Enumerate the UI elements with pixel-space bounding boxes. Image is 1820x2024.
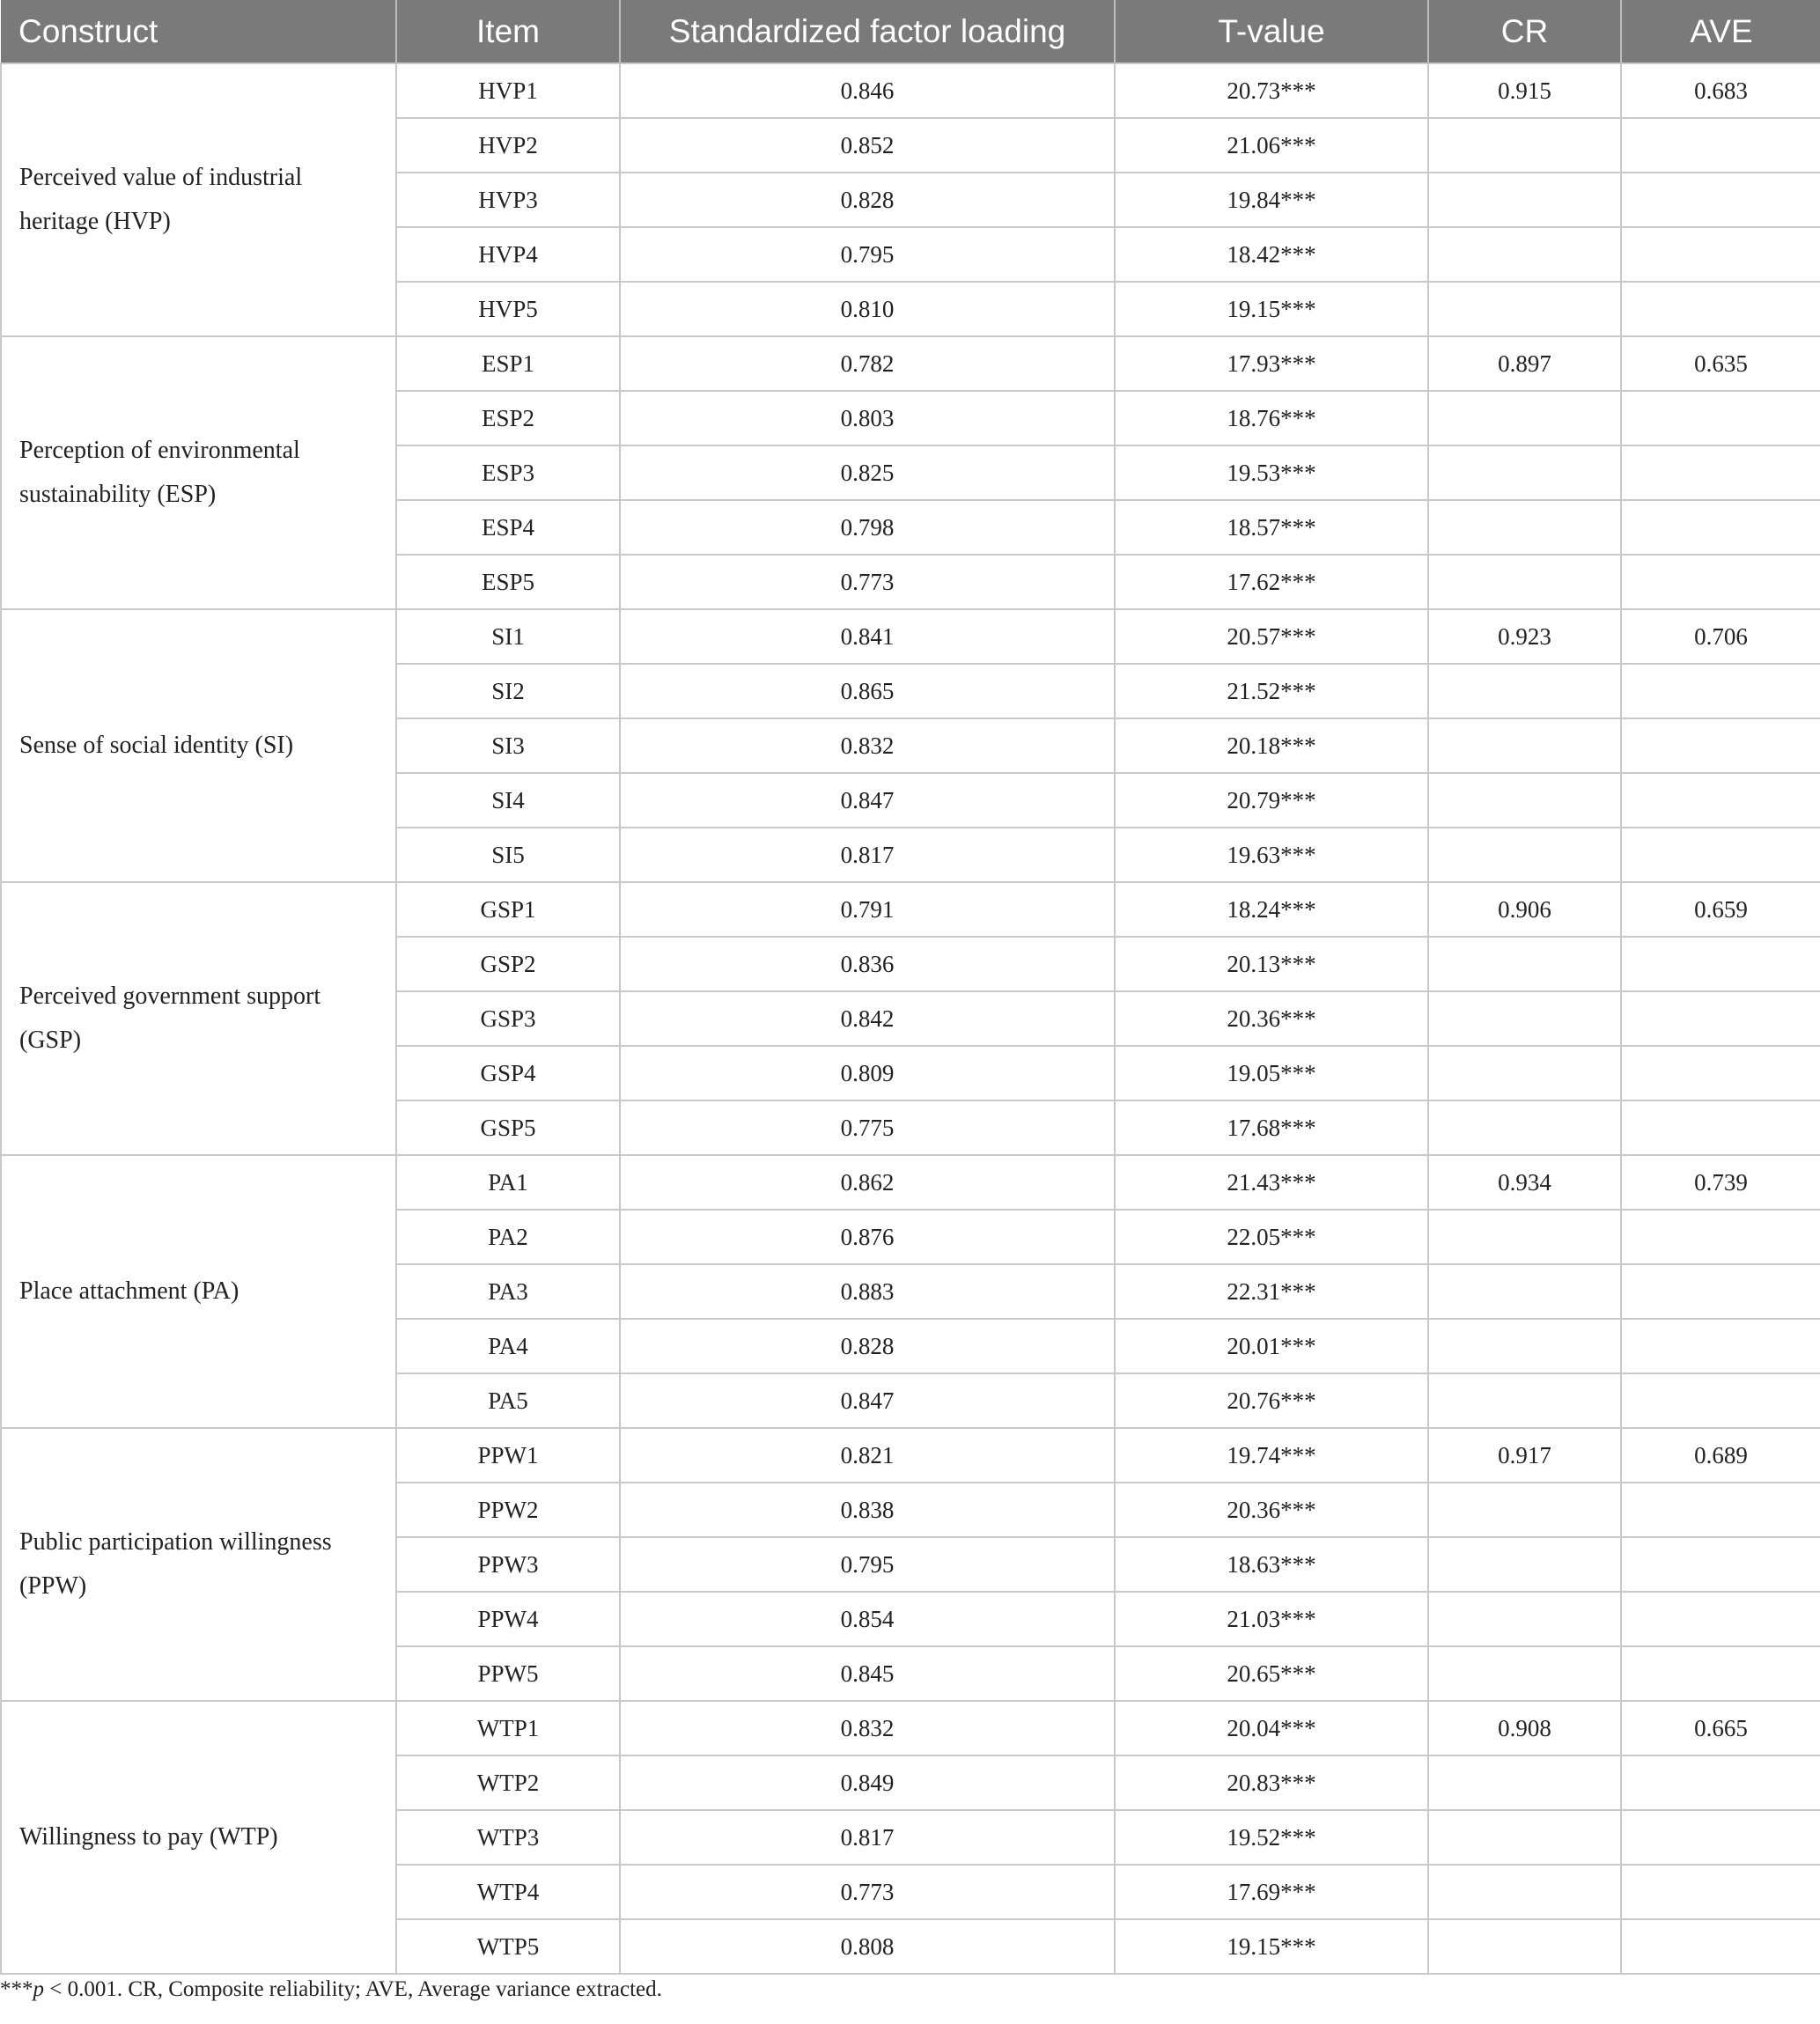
t-value-cell: 17.68*** (1115, 1100, 1428, 1155)
construct-cell: Perceived value of industrial heritage (HVP) (1, 63, 396, 336)
item-cell: PPW4 (396, 1592, 620, 1646)
footnote-p: p (33, 1977, 44, 2001)
t-value-cell: 19.84*** (1115, 173, 1428, 227)
loading-cell: 0.862 (620, 1155, 1115, 1210)
ave-cell (1621, 282, 1820, 336)
cr-cell (1428, 1264, 1621, 1319)
t-value-cell: 20.57*** (1115, 609, 1428, 664)
header-item: Item (396, 0, 620, 63)
ave-cell (1621, 1810, 1820, 1865)
item-cell: PPW2 (396, 1483, 620, 1537)
cr-cell (1428, 1373, 1621, 1428)
t-value-cell: 20.73*** (1115, 63, 1428, 118)
loading-cell: 0.842 (620, 991, 1115, 1046)
cr-cell (1428, 773, 1621, 828)
cr-cell (1428, 391, 1621, 445)
cr-cell (1428, 828, 1621, 882)
ave-cell (1621, 1537, 1820, 1592)
item-cell: WTP2 (396, 1755, 620, 1810)
t-value-cell: 17.62*** (1115, 555, 1428, 609)
item-cell: HVP5 (396, 282, 620, 336)
t-value-cell: 21.52*** (1115, 664, 1428, 718)
ave-cell (1621, 391, 1820, 445)
cr-cell: 0.923 (1428, 609, 1621, 664)
cr-cell: 0.915 (1428, 63, 1621, 118)
item-cell: GSP5 (396, 1100, 620, 1155)
item-cell: PA1 (396, 1155, 620, 1210)
item-cell: SI2 (396, 664, 620, 718)
item-cell: ESP5 (396, 555, 620, 609)
ave-cell (1621, 1264, 1820, 1319)
item-cell: PPW3 (396, 1537, 620, 1592)
loading-cell: 0.854 (620, 1592, 1115, 1646)
header-cr: CR (1428, 0, 1621, 63)
ave-cell (1621, 1210, 1820, 1264)
loading-cell: 0.775 (620, 1100, 1115, 1155)
loading-cell: 0.825 (620, 445, 1115, 500)
item-cell: GSP4 (396, 1046, 620, 1100)
loading-cell: 0.832 (620, 1701, 1115, 1755)
table-row (1, 609, 1820, 664)
ave-cell: 0.689 (1621, 1428, 1820, 1483)
item-cell: HVP3 (396, 173, 620, 227)
loading-cell: 0.836 (620, 937, 1115, 991)
cr-cell (1428, 1919, 1621, 1974)
ave-cell (1621, 1046, 1820, 1100)
t-value-cell: 20.36*** (1115, 991, 1428, 1046)
t-value-cell: 21.06*** (1115, 118, 1428, 173)
cr-cell (1428, 1210, 1621, 1264)
ave-cell (1621, 1483, 1820, 1537)
footnote-text: < 0.001. CR, Composite reliability; AVE, Average variance extracted. (44, 1977, 662, 2001)
loading-cell: 0.773 (620, 1865, 1115, 1919)
t-value-cell: 20.76*** (1115, 1373, 1428, 1428)
table-row (1, 336, 1820, 391)
t-value-cell: 21.43*** (1115, 1155, 1428, 1210)
item-cell: SI1 (396, 609, 620, 664)
t-value-cell: 18.57*** (1115, 500, 1428, 555)
t-value-cell: 18.63*** (1115, 1537, 1428, 1592)
item-cell: PPW5 (396, 1646, 620, 1701)
t-value-cell: 20.01*** (1115, 1319, 1428, 1373)
t-value-cell: 19.05*** (1115, 1046, 1428, 1100)
ave-cell (1621, 118, 1820, 173)
cr-cell (1428, 937, 1621, 991)
cr-cell (1428, 1810, 1621, 1865)
item-cell: WTP3 (396, 1810, 620, 1865)
ave-cell (1621, 1646, 1820, 1701)
loading-cell: 0.852 (620, 118, 1115, 173)
loading-cell: 0.817 (620, 1810, 1115, 1865)
ave-cell: 0.635 (1621, 336, 1820, 391)
cr-cell: 0.934 (1428, 1155, 1621, 1210)
item-cell: GSP2 (396, 937, 620, 991)
loading-cell: 0.782 (620, 336, 1115, 391)
header-construct: Construct (1, 0, 396, 63)
t-value-cell: 19.53*** (1115, 445, 1428, 500)
item-cell: GSP3 (396, 991, 620, 1046)
table-footnote (0, 1977, 662, 2002)
cr-cell (1428, 445, 1621, 500)
table-row (1, 1428, 1820, 1483)
ave-cell (1621, 718, 1820, 773)
ave-cell: 0.739 (1621, 1155, 1820, 1210)
t-value-cell: 19.52*** (1115, 1810, 1428, 1865)
cr-cell: 0.917 (1428, 1428, 1621, 1483)
ave-cell (1621, 828, 1820, 882)
item-cell: PA3 (396, 1264, 620, 1319)
t-value-cell: 21.03*** (1115, 1592, 1428, 1646)
cr-cell (1428, 173, 1621, 227)
loading-cell: 0.846 (620, 63, 1115, 118)
construct-cell: Public participation willingness (PPW) (1, 1428, 396, 1701)
table-row (1, 63, 1820, 118)
cr-cell (1428, 1755, 1621, 1810)
ave-cell (1621, 1319, 1820, 1373)
cr-cell (1428, 282, 1621, 336)
cr-cell: 0.908 (1428, 1701, 1621, 1755)
loading-cell: 0.832 (620, 718, 1115, 773)
t-value-cell: 20.79*** (1115, 773, 1428, 828)
ave-cell (1621, 664, 1820, 718)
cr-cell (1428, 555, 1621, 609)
cr-cell (1428, 227, 1621, 282)
ave-cell (1621, 1100, 1820, 1155)
construct-cell: Perceived government support (GSP) (1, 882, 396, 1155)
table-row (1, 1155, 1820, 1210)
loading-cell: 0.876 (620, 1210, 1115, 1264)
t-value-cell: 20.18*** (1115, 718, 1428, 773)
ave-cell (1621, 227, 1820, 282)
loading-cell: 0.817 (620, 828, 1115, 882)
loading-cell: 0.847 (620, 1373, 1115, 1428)
header-loading: Standardized factor loading (620, 0, 1115, 63)
ave-cell: 0.706 (1621, 609, 1820, 664)
loading-cell: 0.810 (620, 282, 1115, 336)
t-value-cell: 20.83*** (1115, 1755, 1428, 1810)
cr-cell (1428, 118, 1621, 173)
cr-cell (1428, 1646, 1621, 1701)
ave-cell (1621, 1373, 1820, 1428)
header-t-value: T-value (1115, 0, 1428, 63)
item-cell: PA5 (396, 1373, 620, 1428)
cr-cell: 0.906 (1428, 882, 1621, 937)
t-value-cell: 22.31*** (1115, 1264, 1428, 1319)
item-cell: PA2 (396, 1210, 620, 1264)
t-value-cell: 19.63*** (1115, 828, 1428, 882)
ave-cell (1621, 991, 1820, 1046)
ave-cell (1621, 1919, 1820, 1974)
loading-cell: 0.795 (620, 227, 1115, 282)
item-cell: WTP1 (396, 1701, 620, 1755)
t-value-cell: 22.05*** (1115, 1210, 1428, 1264)
ave-cell (1621, 1592, 1820, 1646)
cr-cell (1428, 1483, 1621, 1537)
ave-cell: 0.683 (1621, 63, 1820, 118)
item-cell: SI3 (396, 718, 620, 773)
cr-cell (1428, 1100, 1621, 1155)
item-cell: ESP3 (396, 445, 620, 500)
t-value-cell: 20.04*** (1115, 1701, 1428, 1755)
loading-cell: 0.838 (620, 1483, 1115, 1537)
loading-cell: 0.773 (620, 555, 1115, 609)
loading-cell: 0.883 (620, 1264, 1115, 1319)
construct-cell: Willingness to pay (WTP) (1, 1701, 396, 1974)
t-value-cell: 20.65*** (1115, 1646, 1428, 1701)
item-cell: ESP2 (396, 391, 620, 445)
item-cell: PA4 (396, 1319, 620, 1373)
cr-cell (1428, 991, 1621, 1046)
item-cell: GSP1 (396, 882, 620, 937)
ave-cell (1621, 500, 1820, 555)
loading-cell: 0.808 (620, 1919, 1115, 1974)
construct-cell: Place attachment (PA) (1, 1155, 396, 1428)
ave-cell (1621, 1865, 1820, 1919)
construct-cell: Perception of environmental sustainability (ESP) (1, 336, 396, 609)
header-row (1, 0, 1820, 63)
ave-cell: 0.665 (1621, 1701, 1820, 1755)
ave-cell: 0.659 (1621, 882, 1820, 937)
loading-cell: 0.795 (620, 1537, 1115, 1592)
item-cell: SI4 (396, 773, 620, 828)
ave-cell (1621, 937, 1820, 991)
t-value-cell: 19.74*** (1115, 1428, 1428, 1483)
t-value-cell: 18.24*** (1115, 882, 1428, 937)
cr-cell (1428, 718, 1621, 773)
table-row (1, 1701, 1820, 1755)
table-body (1, 63, 1820, 1974)
loading-cell: 0.847 (620, 773, 1115, 828)
ave-cell (1621, 773, 1820, 828)
item-cell: HVP1 (396, 63, 620, 118)
loading-cell: 0.803 (620, 391, 1115, 445)
item-cell: ESP4 (396, 500, 620, 555)
cr-cell (1428, 1046, 1621, 1100)
item-cell: WTP4 (396, 1865, 620, 1919)
t-value-cell: 18.42*** (1115, 227, 1428, 282)
ave-cell (1621, 445, 1820, 500)
item-cell: ESP1 (396, 336, 620, 391)
loading-cell: 0.828 (620, 1319, 1115, 1373)
cr-cell (1428, 1592, 1621, 1646)
cr-cell (1428, 1319, 1621, 1373)
cr-cell (1428, 664, 1621, 718)
item-cell: HVP2 (396, 118, 620, 173)
table-header (1, 0, 1820, 63)
cr-cell (1428, 1865, 1621, 1919)
t-value-cell: 20.13*** (1115, 937, 1428, 991)
loading-cell: 0.865 (620, 664, 1115, 718)
t-value-cell: 17.69*** (1115, 1865, 1428, 1919)
item-cell: SI5 (396, 828, 620, 882)
cr-cell (1428, 500, 1621, 555)
t-value-cell: 19.15*** (1115, 1919, 1428, 1974)
construct-cell: Sense of social identity (SI) (1, 609, 396, 882)
loading-cell: 0.798 (620, 500, 1115, 555)
loading-cell: 0.841 (620, 609, 1115, 664)
item-cell: PPW1 (396, 1428, 620, 1483)
cr-cell: 0.897 (1428, 336, 1621, 391)
t-value-cell: 17.93*** (1115, 336, 1428, 391)
header-ave: AVE (1621, 0, 1820, 63)
footnote-stars: *** (0, 1977, 33, 2001)
ave-cell (1621, 173, 1820, 227)
table-row (1, 882, 1820, 937)
loading-cell: 0.791 (620, 882, 1115, 937)
ave-cell (1621, 555, 1820, 609)
t-value-cell: 18.76*** (1115, 391, 1428, 445)
t-value-cell: 19.15*** (1115, 282, 1428, 336)
t-value-cell: 20.36*** (1115, 1483, 1428, 1537)
item-cell: WTP5 (396, 1919, 620, 1974)
cr-cell (1428, 1537, 1621, 1592)
loading-cell: 0.845 (620, 1646, 1115, 1701)
item-cell: HVP4 (396, 227, 620, 282)
ave-cell (1621, 1755, 1820, 1810)
loading-cell: 0.828 (620, 173, 1115, 227)
loading-cell: 0.849 (620, 1755, 1115, 1810)
loading-cell: 0.809 (620, 1046, 1115, 1100)
loading-cell: 0.821 (620, 1428, 1115, 1483)
